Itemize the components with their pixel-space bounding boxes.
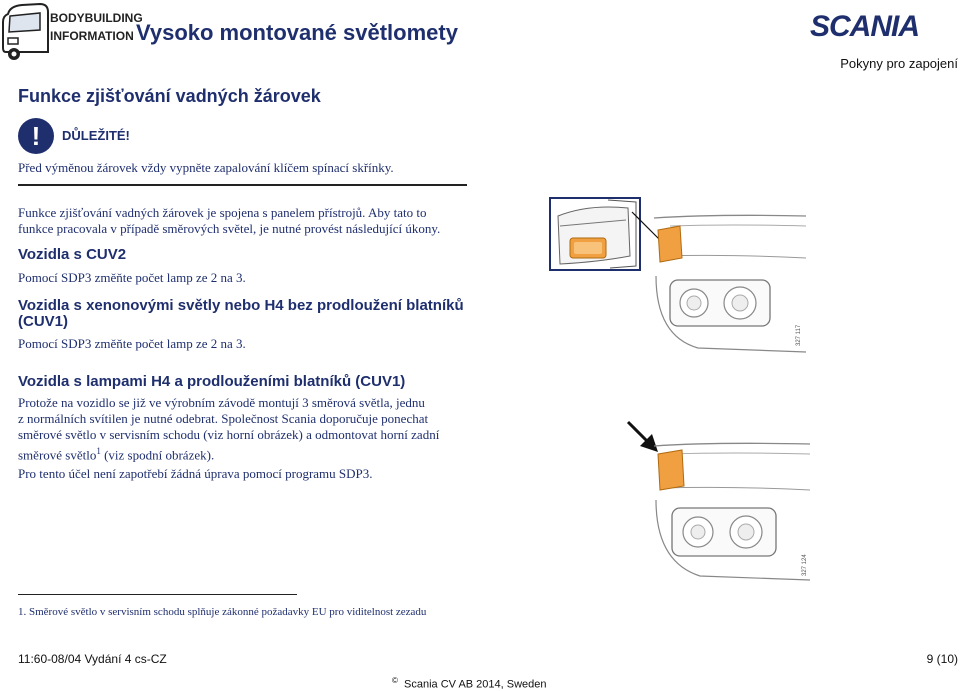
h4-heading: Vozidla s lampami H4 a prodlouženími blatníků (CUV1) (18, 373, 406, 390)
h4-line (18, 443, 439, 463)
section-title: Funkce zjišťování vadných žárovek (18, 86, 321, 106)
figure-top (548, 196, 808, 354)
xenon-heading (18, 298, 464, 330)
copyright-text: Scania CV AB 2014, Sweden (404, 678, 547, 691)
cuv2-heading: Vozidla s CUV2 (18, 246, 127, 263)
document-title: Vysoko montované světlomety (136, 20, 458, 45)
xenon-heading-line: Vozidla s xenonovými světly nebo H4 bez prodloužení blatníků (18, 297, 464, 314)
truck-logo-icon (0, 0, 143, 62)
intro-paragraph (18, 205, 440, 237)
copyright (392, 676, 547, 691)
document-reference: 11:60-08/04 Vydání 4 cs-CZ (18, 652, 167, 666)
copyright-symbol: © (392, 676, 398, 685)
warning-text: Před výměnou žárovek vždy vypněte zapalování klíčem spínací skřínky. (18, 160, 394, 175)
divider (18, 184, 467, 186)
bodybuilding-logo (0, 0, 143, 62)
logo-line1: BODYBUILDING (50, 11, 143, 25)
exclamation-circle-icon: ! (18, 118, 54, 154)
xenon-heading-line: (CUV1) (18, 313, 69, 330)
warning-label: DŮLEŽITÉ! (62, 128, 130, 143)
h4-last-line-after: (viz spodní obrázek). (100, 447, 215, 463)
cuv2-text: Pomocí SDP3 změňte počet lamp ze 2 na 3. (18, 270, 246, 285)
footnote: 1. Směrové světlo v servisním schodu splňuje zákonné požadavky EU pro viditelnost zezadu (18, 606, 427, 618)
brand-logo (810, 12, 958, 45)
h4-last-line: směrové světlo (18, 447, 97, 463)
h4-line: směrové světlo v servisním schodu (viz horní obrázek) a odmontovat horní zadní (18, 427, 440, 442)
headlamp-illustration-bottom (652, 440, 812, 582)
page-number: 9 (10) (926, 652, 958, 666)
intro-line: funkce pracovala v případě směrových světel, je nutné provést následující úkony. (18, 221, 441, 236)
figure-id: 327 124 (802, 554, 808, 576)
logo-line2: INFORMATION (50, 29, 134, 43)
h4-paragraph (18, 395, 439, 463)
footnote-ref[interactable]: 1 (96, 446, 101, 456)
h4-conclusion: Pro tento účel není zapotřebí žádná úprava pomocí programu SDP3. (18, 466, 373, 481)
figure-id: 327 117 (796, 324, 802, 346)
h4-line: z normálních svítilen je nutné odebrat. Společnost Scania doporučuje ponechat (18, 411, 429, 426)
headlamp-illustration-top (548, 196, 808, 354)
xenon-text: Pomocí SDP3 změňte počet lamp ze 2 na 3. (18, 336, 246, 351)
document-subtitle: Pokyny pro zapojení (840, 56, 958, 71)
figure-bottom (652, 440, 812, 582)
brand-wordmark: SCANIA (810, 10, 920, 43)
intro-line: Funkce zjišťování vadných žárovek je spojena s panelem přístrojů. Aby tato to (18, 205, 427, 220)
footnote-rule (18, 594, 297, 595)
h4-line: Protože na vozidlo se již ve výrobním závodě montují 3 směrová světla, jednu (18, 395, 425, 410)
